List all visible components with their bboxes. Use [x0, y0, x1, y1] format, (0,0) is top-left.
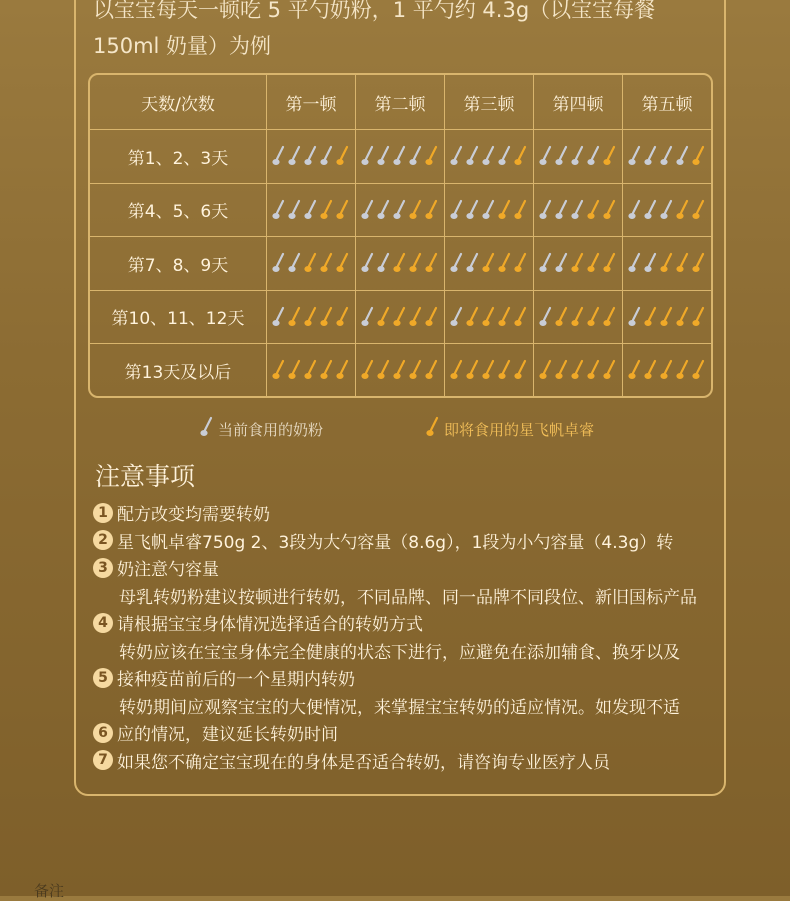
row-label: 第4、5、6天	[90, 183, 267, 237]
spoon-cell	[267, 183, 356, 237]
spoon-cell	[623, 290, 712, 344]
next-spoon-icon	[660, 359, 674, 381]
spoon-cell	[267, 290, 356, 344]
note-text: 转奶期间应观察宝宝的大便情况，来掌握宝宝转奶的适应情况。如发现不适	[119, 697, 680, 718]
current-spoon-icon	[450, 145, 464, 167]
note-item	[93, 665, 355, 690]
next-spoon-icon	[425, 306, 439, 328]
next-spoon-icon	[425, 145, 439, 167]
next-spoon-icon	[288, 359, 302, 381]
current-spoon-icon	[450, 252, 464, 274]
intro-line-2: 150ml 奶量）为例	[93, 34, 272, 58]
current-spoon-icon	[272, 252, 286, 274]
next-spoon-icon	[692, 306, 706, 328]
note-text: 配方改变均需要转奶	[117, 505, 270, 525]
table-row	[90, 237, 711, 291]
next-spoon-icon	[304, 306, 318, 328]
next-spoon-icon	[514, 359, 528, 381]
row-label: 第7、8、9天	[90, 237, 267, 291]
next-spoon-icon	[336, 306, 350, 328]
note-item	[119, 693, 680, 718]
current-spoon-icon	[676, 145, 690, 167]
next-spoon-icon	[571, 359, 585, 381]
next-spoon-icon	[320, 199, 334, 221]
table-row	[90, 344, 711, 397]
current-spoon-icon	[272, 145, 286, 167]
current-spoon-icon	[628, 252, 642, 274]
current-spoon-icon	[288, 252, 302, 274]
current-spoon-icon	[628, 199, 642, 221]
current-spoon-icon	[361, 145, 375, 167]
current-spoon-icon	[393, 199, 407, 221]
next-spoon-icon	[304, 252, 318, 274]
current-spoon-icon	[628, 145, 642, 167]
spoon-cell	[267, 344, 356, 397]
legend-current	[200, 416, 323, 442]
note-text: 转奶应该在宝宝身体完全健康的状态下进行，应避免在添加辅食、换牙以及	[119, 642, 680, 663]
header-meal-1: 第一顿	[267, 75, 356, 130]
next-spoon-icon	[555, 359, 569, 381]
current-spoon-icon	[377, 199, 391, 221]
next-spoon-icon	[587, 199, 601, 221]
next-spoon-icon	[450, 359, 464, 381]
next-spoon-icon	[393, 252, 407, 274]
next-spoon-icon	[587, 306, 601, 328]
next-spoon-icon	[409, 359, 423, 381]
next-spoon-icon	[482, 252, 496, 274]
current-spoon-icon	[482, 145, 496, 167]
next-spoon-icon	[498, 252, 512, 274]
next-spoon-icon	[676, 199, 690, 221]
note-text: 母乳转奶粉建议按顿进行转奶，不同品牌、同一品牌不同段位、新旧国标产品	[119, 587, 697, 608]
next-spoon-icon	[628, 359, 642, 381]
note-item	[119, 583, 697, 608]
spoon-cell	[623, 344, 712, 397]
current-spoon-icon	[304, 199, 318, 221]
spoon-cell	[267, 130, 356, 184]
note-text: 接种疫苗前后的一个星期内转奶	[117, 670, 355, 690]
note-number-badge: 2	[93, 530, 113, 550]
next-spoon-icon	[692, 252, 706, 274]
next-spoon-icon	[426, 416, 440, 442]
current-spoon-icon	[272, 306, 286, 328]
next-spoon-icon	[587, 359, 601, 381]
note-item	[93, 500, 270, 525]
note-number-badge: 5	[93, 668, 113, 688]
next-spoon-icon	[336, 145, 350, 167]
spoon-cell	[534, 290, 623, 344]
next-spoon-icon	[304, 359, 318, 381]
next-spoon-icon	[555, 306, 569, 328]
spoon-cell	[623, 130, 712, 184]
spoon-cell	[356, 290, 445, 344]
next-spoon-icon	[336, 199, 350, 221]
current-spoon-icon	[450, 199, 464, 221]
current-spoon-icon	[409, 145, 423, 167]
row-label: 第13天及以后	[90, 344, 267, 397]
current-spoon-icon	[361, 199, 375, 221]
current-spoon-icon	[571, 145, 585, 167]
next-spoon-icon	[644, 306, 658, 328]
next-spoon-icon	[603, 145, 617, 167]
spoon-cell	[445, 130, 534, 184]
next-spoon-icon	[498, 306, 512, 328]
note-text: 应的情况，建议延长转奶时间	[117, 725, 338, 745]
spoon-cell	[623, 237, 712, 291]
note-number-badge: 3	[93, 558, 113, 578]
note-item	[119, 638, 680, 663]
row-label: 第10、11、12天	[90, 290, 267, 344]
header-meal-4: 第四顿	[534, 75, 623, 130]
next-spoon-icon	[571, 252, 585, 274]
next-spoon-icon	[539, 359, 553, 381]
next-spoon-icon	[498, 199, 512, 221]
next-spoon-icon	[409, 199, 423, 221]
next-spoon-icon	[409, 306, 423, 328]
current-spoon-icon	[377, 145, 391, 167]
note-text: 请根据宝宝身体情况选择适合的转奶方式	[117, 615, 423, 635]
current-spoon-icon	[272, 199, 286, 221]
next-spoon-icon	[692, 359, 706, 381]
current-spoon-icon	[466, 145, 480, 167]
spoon-cell	[356, 344, 445, 397]
spoon-cell	[445, 183, 534, 237]
footer-label: 备注	[34, 882, 65, 900]
next-spoon-icon	[482, 359, 496, 381]
intro-line-1: 以宝宝每天一顿吃 5 平勺奶粉，1 平勺约 4.3g（以宝宝每餐	[93, 0, 656, 22]
next-spoon-icon	[320, 306, 334, 328]
next-spoon-icon	[377, 359, 391, 381]
note-text: 奶注意勺容量	[117, 560, 219, 580]
next-spoon-icon	[466, 359, 480, 381]
current-spoon-icon	[539, 199, 553, 221]
next-spoon-icon	[377, 306, 391, 328]
current-spoon-icon	[571, 199, 585, 221]
next-spoon-icon	[409, 252, 423, 274]
current-spoon-icon	[393, 145, 407, 167]
spoon-cell	[356, 183, 445, 237]
note-item	[93, 555, 219, 580]
current-spoon-icon	[304, 145, 318, 167]
next-spoon-icon	[660, 306, 674, 328]
current-spoon-icon	[450, 306, 464, 328]
current-spoon-icon	[200, 416, 214, 442]
current-spoon-icon	[482, 199, 496, 221]
legend-next	[426, 416, 594, 442]
current-spoon-icon	[288, 145, 302, 167]
spoon-cell	[534, 130, 623, 184]
next-spoon-icon	[676, 306, 690, 328]
spoon-cell	[267, 237, 356, 291]
current-spoon-icon	[555, 199, 569, 221]
spoon-cell	[356, 130, 445, 184]
next-spoon-icon	[514, 252, 528, 274]
header-meal-3: 第三顿	[445, 75, 534, 130]
current-spoon-icon	[377, 252, 391, 274]
next-spoon-icon	[644, 359, 658, 381]
current-spoon-icon	[628, 306, 642, 328]
next-spoon-icon	[676, 359, 690, 381]
current-spoon-icon	[539, 145, 553, 167]
row-label: 第1、2、3天	[90, 130, 267, 184]
next-spoon-icon	[571, 306, 585, 328]
current-spoon-icon	[539, 252, 553, 274]
spoon-cell	[623, 183, 712, 237]
header-days: 天数/次数	[90, 75, 267, 130]
next-spoon-icon	[660, 252, 674, 274]
next-spoon-icon	[603, 252, 617, 274]
current-spoon-icon	[555, 252, 569, 274]
current-spoon-icon	[644, 199, 658, 221]
spoon-cell	[534, 237, 623, 291]
spoon-cell	[445, 290, 534, 344]
intro-text	[93, 0, 713, 64]
next-spoon-icon	[320, 252, 334, 274]
next-spoon-icon	[393, 306, 407, 328]
next-spoon-icon	[361, 359, 375, 381]
next-spoon-icon	[466, 306, 480, 328]
next-spoon-icon	[482, 306, 496, 328]
next-spoon-icon	[514, 145, 528, 167]
current-spoon-icon	[539, 306, 553, 328]
next-spoon-icon	[692, 199, 706, 221]
note-item	[93, 528, 673, 553]
next-spoon-icon	[425, 199, 439, 221]
next-spoon-icon	[514, 199, 528, 221]
note-number-badge: 4	[93, 613, 113, 633]
note-item	[93, 748, 610, 773]
header-meal-5: 第五顿	[623, 75, 712, 130]
note-item	[93, 610, 423, 635]
note-text: 星飞帆卓睿750g 2、3段为大勺容量（8.6g），1段为小勺容量（4.3g）转	[117, 532, 674, 553]
next-spoon-icon	[393, 359, 407, 381]
current-spoon-icon	[361, 306, 375, 328]
current-spoon-icon	[644, 145, 658, 167]
transition-table	[88, 73, 713, 398]
next-spoon-icon	[336, 359, 350, 381]
note-number-badge: 1	[93, 503, 113, 523]
next-spoon-icon	[288, 306, 302, 328]
spoon-cell	[534, 183, 623, 237]
note-number-badge: 6	[93, 723, 113, 743]
note-number-badge: 7	[93, 750, 113, 770]
current-spoon-icon	[361, 252, 375, 274]
current-spoon-icon	[587, 145, 601, 167]
current-spoon-icon	[466, 252, 480, 274]
spoon-cell	[356, 237, 445, 291]
current-spoon-icon	[288, 199, 302, 221]
current-spoon-icon	[660, 199, 674, 221]
header-meal-2: 第二顿	[356, 75, 445, 130]
legend-current-label: 当前食用的奶粉	[218, 420, 324, 439]
next-spoon-icon	[425, 359, 439, 381]
note-text: 如果您不确定宝宝现在的身体是否适合转奶，请咨询专业医疗人员	[117, 752, 610, 773]
next-spoon-icon	[676, 252, 690, 274]
next-spoon-icon	[603, 199, 617, 221]
next-spoon-icon	[587, 252, 601, 274]
spoon-cell	[445, 344, 534, 397]
next-spoon-icon	[320, 359, 334, 381]
table-row	[90, 183, 711, 237]
notes-title: 注意事项	[95, 462, 196, 491]
current-spoon-icon	[466, 199, 480, 221]
table-row	[90, 290, 711, 344]
current-spoon-icon	[644, 252, 658, 274]
next-spoon-icon	[603, 359, 617, 381]
next-spoon-icon	[603, 306, 617, 328]
next-spoon-icon	[514, 306, 528, 328]
current-spoon-icon	[555, 145, 569, 167]
legend-next-label: 即将食用的星飞帆卓睿	[444, 420, 595, 439]
table-row	[90, 130, 711, 184]
note-item	[93, 720, 338, 745]
table-header-row	[90, 75, 711, 130]
spoon-cell	[445, 237, 534, 291]
spoon-cell	[534, 344, 623, 397]
next-spoon-icon	[692, 145, 706, 167]
next-spoon-icon	[425, 252, 439, 274]
current-spoon-icon	[320, 145, 334, 167]
current-spoon-icon	[660, 145, 674, 167]
current-spoon-icon	[498, 145, 512, 167]
next-spoon-icon	[336, 252, 350, 274]
next-spoon-icon	[498, 359, 512, 381]
next-spoon-icon	[272, 359, 286, 381]
